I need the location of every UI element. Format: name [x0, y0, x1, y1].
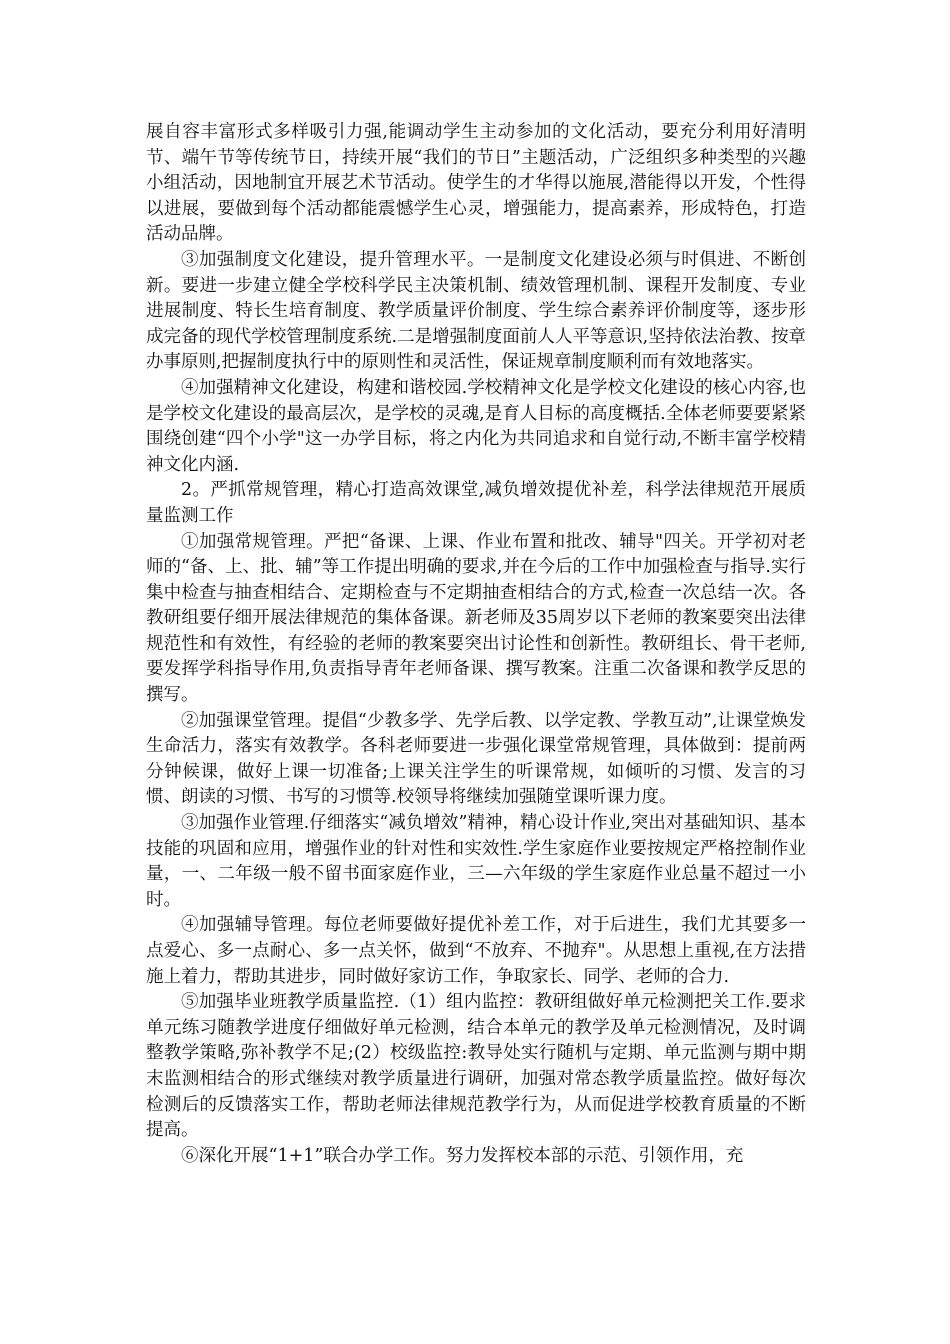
paragraph-routine-management: ①加强常规管理。严把“备课、上课、作业布置和批改、辅导"四关。开学初对老师的“备、上、批、辅”等工作提出明确的要求,并在今后的工作中加强检查与指导.实行集中检查与抽查相结合、定期检查与不定期抽查相结合的方式,检查一次总结一次。各教研组要仔细开展法律规范的集体备课。新老师及35周岁以下老师的教案要突出法律规范性和有效性，有经验的老师的教案要突出讨论性和创新性。教研组长、骨干老师,要发挥学科指导作用,负责指导青年老师备课、撰写教案。注重二次备课和教学反思的撰写。: [146, 531, 806, 706]
paragraph-joint-schooling: ⑥深化开展“1+1”联合办学工作。努力发挥校本部的示范、引领作用，充: [181, 1145, 744, 1166]
paragraph-spirit-culture: ④加强精神文化建设，构建和谐校园.学校精神文化是学校文化建设的核心内容,也是学校文化建设的最高层次，是学校的灵魂,是育人目标的高度概括.全体老师要要紧紧围绕创建“四个小学"这一办学目标，将之内化为共同追求和自觉行动,不断丰富学校精神文化内涵.: [146, 377, 806, 475]
paragraph-classroom-management: ②加强课堂管理。提倡“少教多学、先学后教、以学定教、学教互动”,让课堂焕发生命活力，落实有效教学。各科老师要进一步强化课堂常规管理，具体做到：提前两分钟候课，做好上课一切准备;上课关注学生的听课常规，如倾听的习惯、发言的习惯、朗读的习惯、书写的习惯等.校领导将继续加强随堂课听课力度。: [146, 710, 806, 808]
paragraph-quality-monitoring: ⑤加强毕业班教学质量监控.（1）组内监控：教研组做好单元检测把关工作.要求单元练习随教学进度仔细做好单元检测，结合本单元的教学及单元检测情况，及时调整教学策略,弥补教学不足;(2）校级监控:教导处实行随机与定期、单元监测与期中期末监测相结合的形式继续对教学质量进行调研，加强对常态教学质量监控。做好每次检测后的反馈落实工作，帮助老师法律规范教学行为，从而促进学校教育质量的不断提高。: [146, 992, 806, 1141]
paragraph-activities: 展自容丰富形式多样吸引力强,能调动学生主动参加的文化活动，要充分利用好清明节、端午节等传统节日，持续开展“我们的节日”主题活动，广泛组织多种类型的兴趣小组活动，因地制宜开展艺术节活动。使学生的才华得以施展,潜能得以开发，个性得以进展，要做到每个活动都能震憾学生心灵，增强能力，提高素养，形成特色，打造活动品牌。: [146, 122, 806, 245]
paragraph-institution-culture: ③加强制度文化建设，提升管理水平。一是制度文化建设必须与时俱进、不断创新。要进一步建立健全学校科学民主决策机制、绩效管理机制、课程开发制度、专业进展制度、特长生培育制度、教学质量评价制度、学生综合素养评价制度等，逐步形成完备的现代学校管理制度系统.二是增强制度面前人人平等意识,坚持依法治教、按章办事原则,把握制度执行中的原则性和灵活性，保证规章制度顺利而有效地落实。: [146, 249, 806, 373]
document-body: [146, 120, 806, 1169]
paragraph-tutoring-management: ④加强辅导管理。每位老师要做好提优补差工作，对于后进生，我们尤其要多一点爱心、多一点耐心、多一点关怀，做到“不放弃、不抛弃"。从思想上重视,在方法措施上着力，帮助其进步，同时做好家访工作，争取家长、同学、老师的合力.: [146, 915, 806, 987]
paragraph-homework-management: ③加强作业管理.仔细落实“减负增效”精神，精心设计作业,突出对基础知识、基本技能的巩固和应用，增强作业的针对性和实效性.学生家庭作业要按规定严格控制作业量，一、二年级一般不留书面家庭作业，三—六年级的学生家庭作业总量不超过一小时。: [146, 813, 806, 910]
section-heading-routine-management: 2。严抓常规管理，精心打造高效课堂,减负增效提优补差，科学法律规范开展质量监测工作: [146, 480, 806, 526]
